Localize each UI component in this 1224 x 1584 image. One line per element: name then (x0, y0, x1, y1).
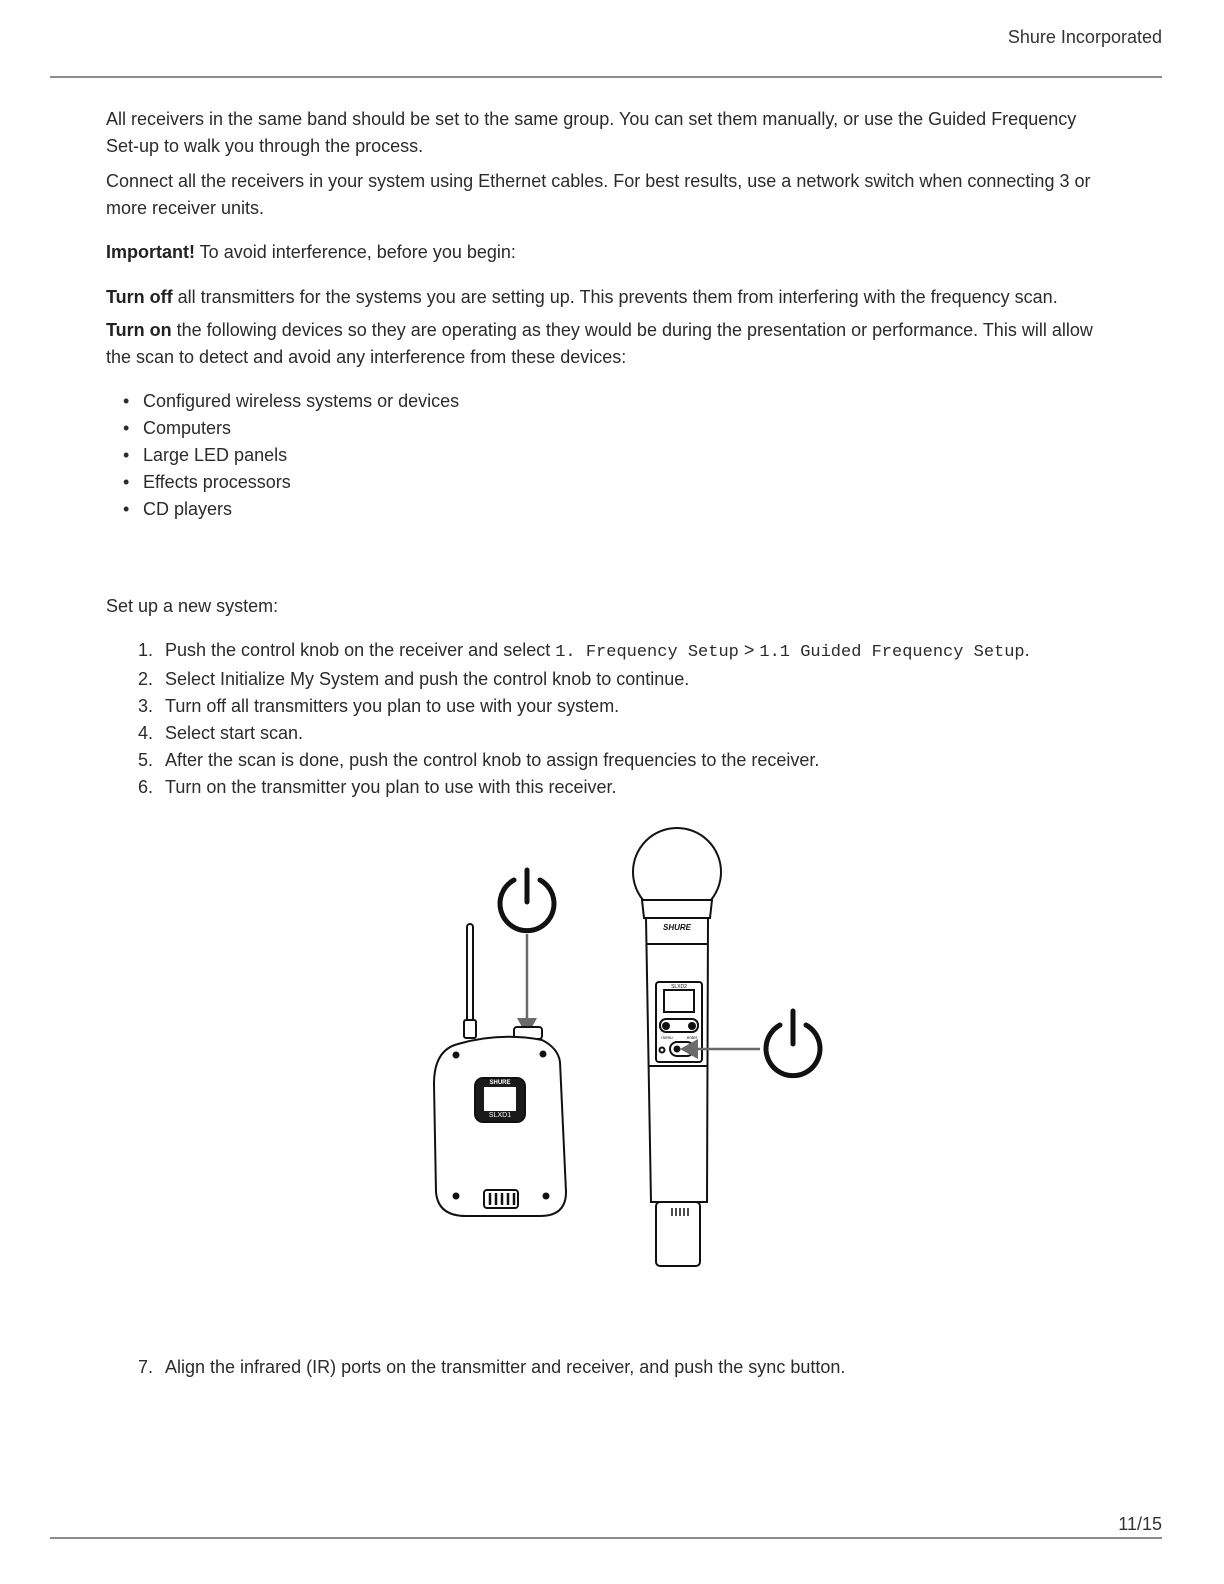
bodypack-model-label: SLXD1 (488, 1112, 512, 1119)
step-item (106, 720, 1106, 747)
step-item (106, 747, 1106, 774)
footer-divider (50, 1537, 1162, 1539)
step-number: 1. (138, 640, 154, 660)
step-item (106, 693, 1106, 720)
turn-off-text: all transmitters for the systems you are setting up. This prevents them from interfering with the frequency scan. (172, 287, 1058, 307)
step-number: 2. (138, 669, 154, 689)
step-number: 7. (138, 1357, 154, 1377)
step-text: Select start scan. (165, 723, 304, 743)
bodypack-antenna (467, 924, 473, 1034)
mic-grille-ring (642, 900, 712, 918)
turn-on-label: Turn on (106, 320, 172, 340)
device-list (106, 388, 1106, 523)
list-item: • Computers (106, 415, 1106, 442)
bodypack-display (484, 1087, 516, 1111)
important-text: To avoid interference, before you begin: (195, 242, 516, 262)
step-number: 6. (138, 777, 154, 797)
bodypack-transmitter (434, 924, 566, 1216)
step-number: 4. (138, 723, 154, 743)
list-item: • CD players (106, 496, 1106, 523)
step-number: 3. (138, 696, 154, 716)
mic-model-label: SLXD2 (671, 984, 687, 990)
list-item: • Large LED panels (106, 442, 1106, 469)
mic-display (664, 990, 694, 1012)
step-text: Select Initialize My System and push the control knob to continue. (165, 669, 690, 689)
paragraph-turn-on (106, 317, 1106, 371)
header-divider (50, 76, 1162, 78)
mic-enter-label: enter (686, 1035, 698, 1040)
list-item: • Effects processors (106, 469, 1106, 496)
bodypack-brand-label: SHURE (489, 1080, 511, 1086)
menu-path-guided-setup: 1.1 Guided Frequency Setup (759, 643, 1025, 662)
turn-on-text: the following devices so they are operating as they would be during the presentation or performance. This will allow the scan to detect and avoid any interference from these devices: (106, 320, 1093, 367)
step-text-end: . (1024, 640, 1030, 660)
paragraph-turn-off (106, 284, 1106, 311)
step-text: Turn off all transmitters you plan to use with your system. (165, 696, 620, 716)
mic-brand-label: SHURE (662, 923, 692, 932)
menu-path-separator: > (738, 640, 760, 660)
menu-path-frequency-setup: 1. Frequency Setup (555, 643, 739, 662)
step-item (106, 774, 1106, 801)
handheld-power-icon (766, 1011, 820, 1076)
paragraph-group-setting: All receivers in the same band should be set to the same group. You can set them manually, or use the Guided Frequency Set-up to walk you through the process. (106, 109, 1077, 156)
mic-menu-label: menu (661, 1035, 673, 1040)
list-item: • Configured wireless systems or devices (106, 388, 1106, 415)
setup-steps (106, 637, 1106, 801)
step-item (106, 666, 1106, 693)
paragraph-important (106, 239, 1106, 266)
step-text: Turn on the transmitter you plan to use with this receiver. (165, 777, 617, 797)
step-text: Push the control knob on the receiver and select (165, 640, 556, 660)
illustration-svg (420, 822, 840, 1272)
bodypack-power-icon (500, 870, 554, 931)
important-label: Important! (106, 242, 195, 262)
step-text: After the scan is done, push the control knob to assign frequencies to the receiver. (165, 750, 820, 770)
step-item (106, 637, 1106, 666)
transmitter-power-illustration (420, 822, 840, 1272)
bodypack-antenna-base (464, 1020, 476, 1038)
paragraph-ethernet: Connect all the receivers in your system using Ethernet cables. For best results, use a network switch when connecting 3 or more receiver units. (106, 171, 1091, 218)
step-number: 5. (138, 750, 154, 770)
document-body (106, 106, 1106, 801)
step-text: Align the infrared (IR) ports on the transmitter and receiver, and push the sync button. (165, 1357, 846, 1377)
header-company-name: Shure Incorporated (1007, 27, 1162, 47)
bodypack-arrow (517, 934, 537, 1036)
handheld-microphone (633, 828, 721, 1266)
turn-off-label: Turn off (106, 287, 173, 307)
page-number: 11/15 (1118, 1514, 1162, 1534)
mic-battery-cap (656, 1202, 700, 1266)
setup-intro: Set up a new system: (106, 596, 279, 616)
